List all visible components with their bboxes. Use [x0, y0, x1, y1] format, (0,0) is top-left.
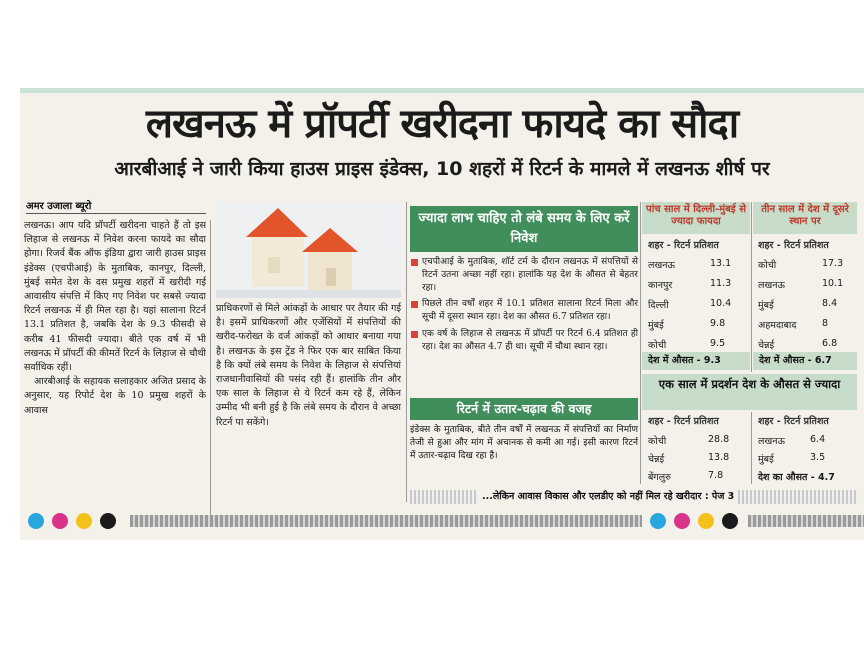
- magenta-dot-icon: [52, 513, 68, 529]
- cyan-dot-icon: [28, 513, 44, 529]
- magenta-dot-icon: [674, 513, 690, 529]
- yellow-dot-icon: [76, 513, 92, 529]
- bullet-item: एचपीआई के मुताबिक, शॉर्ट टर्म के दौरान लखनऊ में संपत्तियों से रिटर्न उतना अच्छा नहीं रहा। हालांकि यह देश के औसत से बेहतर रहा।: [410, 256, 638, 294]
- column-divider: [406, 202, 407, 502]
- five-year-column-header: शहर - रिटर्न प्रतिशत: [648, 240, 719, 251]
- three-year-column-header: शहर - रिटर्न प्रतिशत: [758, 240, 829, 251]
- bullet-square-icon: [411, 301, 418, 308]
- byline: अमर उजाला ब्यूरो: [26, 201, 92, 212]
- sidebar-box2-text: इंडेक्स के मुताबिक, बीते तीन वर्षों में लखनऊ में संपत्तियों का निर्माण तेजी से हुआ और मांग में अचानक से कमी आ गई। इसी कारण रिटर्न में उतार-चढ़ाव दिख रहा है।: [410, 425, 638, 461]
- yellow-dot-icon: [698, 513, 714, 529]
- one-year-average: देश का औसत - 4.7: [758, 472, 835, 483]
- one-year-left-column-header: शहर - रिटर्न प्रतिशत: [648, 416, 719, 427]
- black-dot-icon: [722, 513, 738, 529]
- three-year-average: देश में औसत - 6.7: [753, 352, 857, 370]
- article-column-2: प्राधिकरणों से मिले आंकड़ों के आधार पर तैयार की गई है। इसमें प्राधिकरणों और एजेंसियों में संपत्तियों की खरीद-फरोख्त के दर्ज आंकड़ों को आधार बनाया गया है। लखनऊ के इस ट्रेंड ने फिर एक बार साबित किया है कि क्यों लंबे समय के निवेश के लिहाज से संपत्तियां राजधानीवासियों की पसंद रही हैं। हालांकि तीन और एक साल के लिहाज से ये रिटर्न कम रहे हैं, लेकिन उम्मीद भी बनी हुई है कि लंबे समय के दौरान वे अच्छा रिटर्न पा सकेंगे।: [216, 303, 401, 428]
- bullet-square-icon: [411, 259, 418, 266]
- one-year-band-title: एक साल में प्रदर्शन देश के औसत से ज्यादा: [642, 374, 857, 410]
- bullet-item: एक वर्ष के लिहाज से लखनऊ में प्रॉपर्टी पर रिटर्न 6.4 प्रतिशत ही रहा। देश का औसत 4.7 ही था। सूची में चौथा स्थान रहा।: [410, 328, 638, 354]
- column-divider: [751, 412, 752, 484]
- five-year-table-title: पांच साल में दिल्ली-मुंबई से ज्यादा फायदा: [642, 202, 750, 234]
- paragraph: लखनऊ। आप यदि प्रॉपर्टी खरीदना चाहते हैं तो इस लिहाज से लखनऊ में निवेश करना फायदे का सौदा होगा। रिजर्व बैंक ऑफ इंडिया द्वारा जारी हाउस प्राइस इंडेक्स (एचपीआई) के मुताबिक, कानपुर, दिल्ली, मुंबई समेत देश के दस प्रमुख शहरों में खरीदी गई आवासीय संपत्ति में किए गए निवेश पर सबसे ज्यादा रिटर्न लखनऊ में ही मिल रहा है। यहां सालाना रिटर्न 13.1 प्रतिशत है, जबकि देश के 9.3 फीसदी से करीब 41 फीसदी ज्यादा। बीते एक वर्ष में भी लखनऊ में प्रॉपर्टी की कीमतें रिटर्न के लिहाज से चौथी सर्वाधिक रहीं।: [24, 220, 206, 374]
- registration-bar: [748, 515, 864, 527]
- three-year-table-title: तीन साल में देश में दूसरे स्थान पर: [753, 202, 857, 234]
- byline-rule: [26, 213, 206, 214]
- five-year-average: देश में औसत - 9.3: [642, 352, 750, 370]
- black-dot-icon: [100, 513, 116, 529]
- column-divider: [210, 220, 211, 516]
- sidebar-bullets: [410, 256, 638, 358]
- column-divider: [751, 202, 752, 372]
- sidebar-box2-title: रिटर्न में उतार-चढ़ाव की वजह: [410, 398, 638, 420]
- continuation-note: ...लेकिन आवास विकास और एलडीए को नहीं मिल रहे खरीदार : पेज 3: [478, 490, 738, 504]
- top-color-rule: [20, 88, 864, 93]
- headline: लखनऊ में प्रॉपर्टी खरीदना फायदे का सौदा: [145, 101, 739, 147]
- bullet-item: पिछले तीन वर्षों शहर में 10.1 प्रतिशत सालाना रिटर्न मिला और सूची में दूसरा स्थान रहा। देश का औसत 6.7 प्रतिशत रहा।: [410, 298, 638, 324]
- subheadline: आरबीआई ने जारी किया हाउस प्राइस इंडेक्स, 10 शहरों में रिटर्न के मामले में लखनऊ शीर्ष पर: [114, 158, 770, 180]
- houses-photo: [216, 202, 401, 298]
- sidebar-box-title: ज्यादा लाभ चाहिए तो लंबे समय के लिए करें निवेश: [410, 206, 638, 252]
- column-divider: [640, 202, 641, 484]
- one-year-right-column-header: शहर - रिटर्न प्रतिशत: [758, 416, 829, 427]
- article-column-1: [24, 219, 206, 517]
- cyan-dot-icon: [650, 513, 666, 529]
- bullet-square-icon: [411, 331, 418, 338]
- registration-bar: [130, 515, 642, 527]
- paragraph: आरबीआई के सहायक सलाहकार अजित प्रसाद के अनुसार, यह रिपोर्ट देश के 10 प्रमुख शहरों के आवास: [24, 376, 206, 416]
